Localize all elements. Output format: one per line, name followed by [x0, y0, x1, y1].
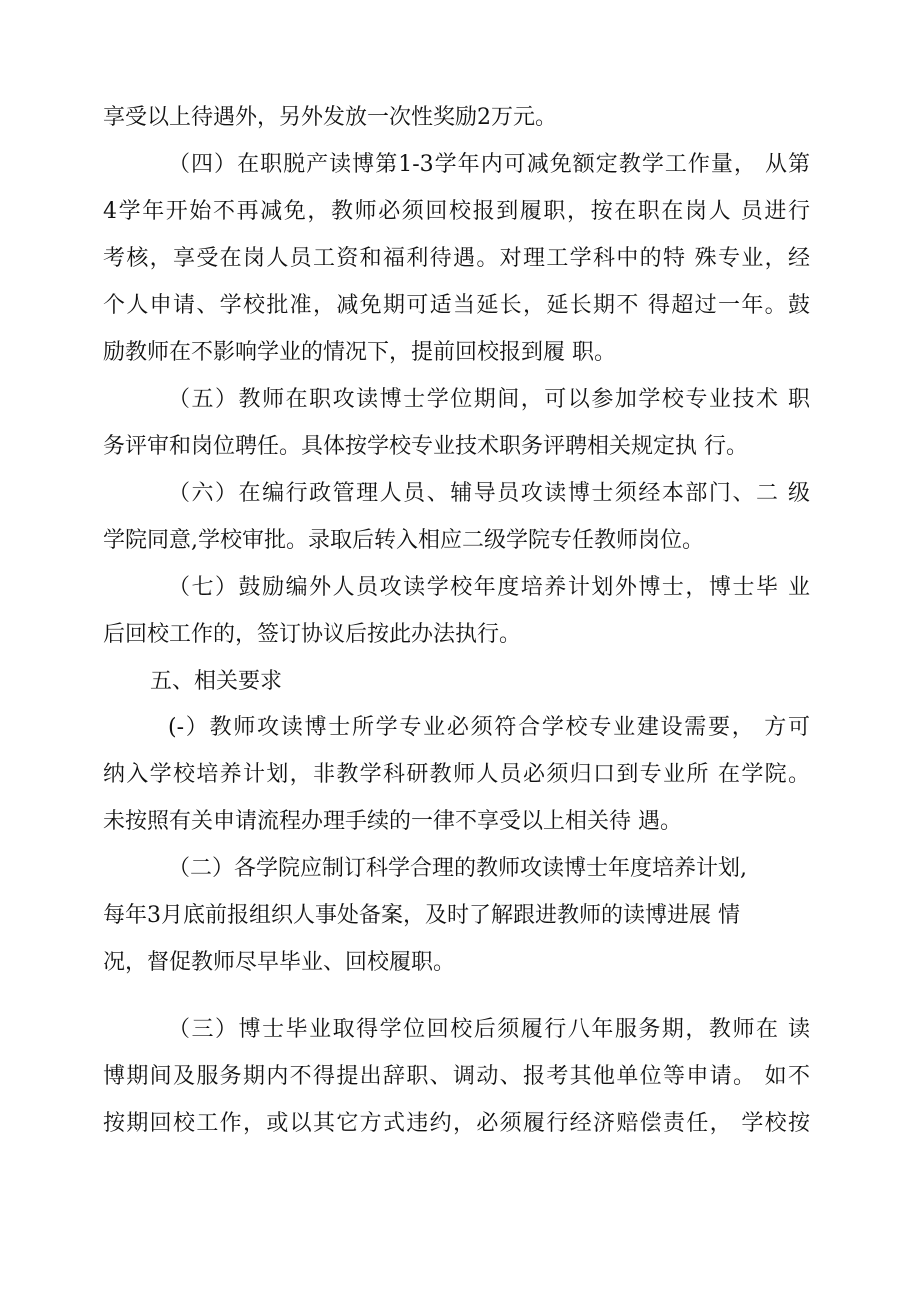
- text-line: （四）在职脱产读博第1-3学年内可减免额定教学工作量， 从第: [168, 152, 810, 177]
- text-line: 励教师在不影响学业的情况下，提前回校报到履 职。: [103, 340, 616, 365]
- text-line: 博期间及服务期内不得提出辞职、调动、报考其他单位等申请。 如不: [103, 1064, 810, 1089]
- text-line: （六）在编行政管理人员、辅导员攻读博士须经本部门、二 级: [168, 481, 810, 506]
- text-line: 务评审和岗位聘任。具体按学校专业技术职务评聘相关规定执 行。: [103, 434, 748, 459]
- text-line: 享受以上待遇外，另外发放一次性奖励2万元。: [103, 105, 557, 130]
- text-line: （三）博士毕业取得学位回校后须履行八年服务期，教师在 读: [168, 1017, 810, 1042]
- text-line: 纳入学校培养计划，非教学科研教师人员必须归口到专业所 在学院。: [103, 762, 810, 787]
- text-line: 学院同意,学校审批。录取后转入相应二级学院专任教师岗位。: [103, 528, 704, 553]
- text-line: （五）教师在职攻读博士学位期间，可以参加学校专业技术 职: [168, 387, 810, 412]
- text-line: 未按照有关申请流程办理手续的一律不享受以上相关待 遇。: [103, 809, 682, 834]
- text-line: 个人申请、学校批准，减免期可适当延长，延长期不 得超过一年。鼓: [103, 293, 810, 318]
- text-line: 后回校工作的，签订协议后按此办法执行。: [103, 622, 522, 647]
- text-line: (-）教师攻读博士所学专业必须符合学校专业建设需要， 方可: [168, 715, 810, 740]
- text-line: 按期回校工作，或以其它方式违约，必须履行经济赔偿责任， 学校按: [103, 1111, 810, 1136]
- text-line: 每年3月底前报组织人事处备案，及时了解跟进教师的读博进展 情: [103, 903, 740, 928]
- text-line: （二）各学院应制订科学合理的教师攻读博士年度培养计划,: [168, 856, 747, 881]
- text-line: 况，督促教师尽早毕业、回校履职。: [103, 950, 456, 975]
- text-line: 考核，享受在岗人员工资和福利待遇。对理工学科中的特 殊专业，经: [103, 246, 810, 271]
- section-heading: 五、相关要求: [150, 669, 283, 694]
- text-line: （七）鼓励编外人员攻读学校年度培养计划外博士，博士毕 业: [168, 575, 810, 600]
- text-line: 4学年开始不再减免，教师必须回校报到履职，按在职在岗人 员进行: [103, 199, 810, 224]
